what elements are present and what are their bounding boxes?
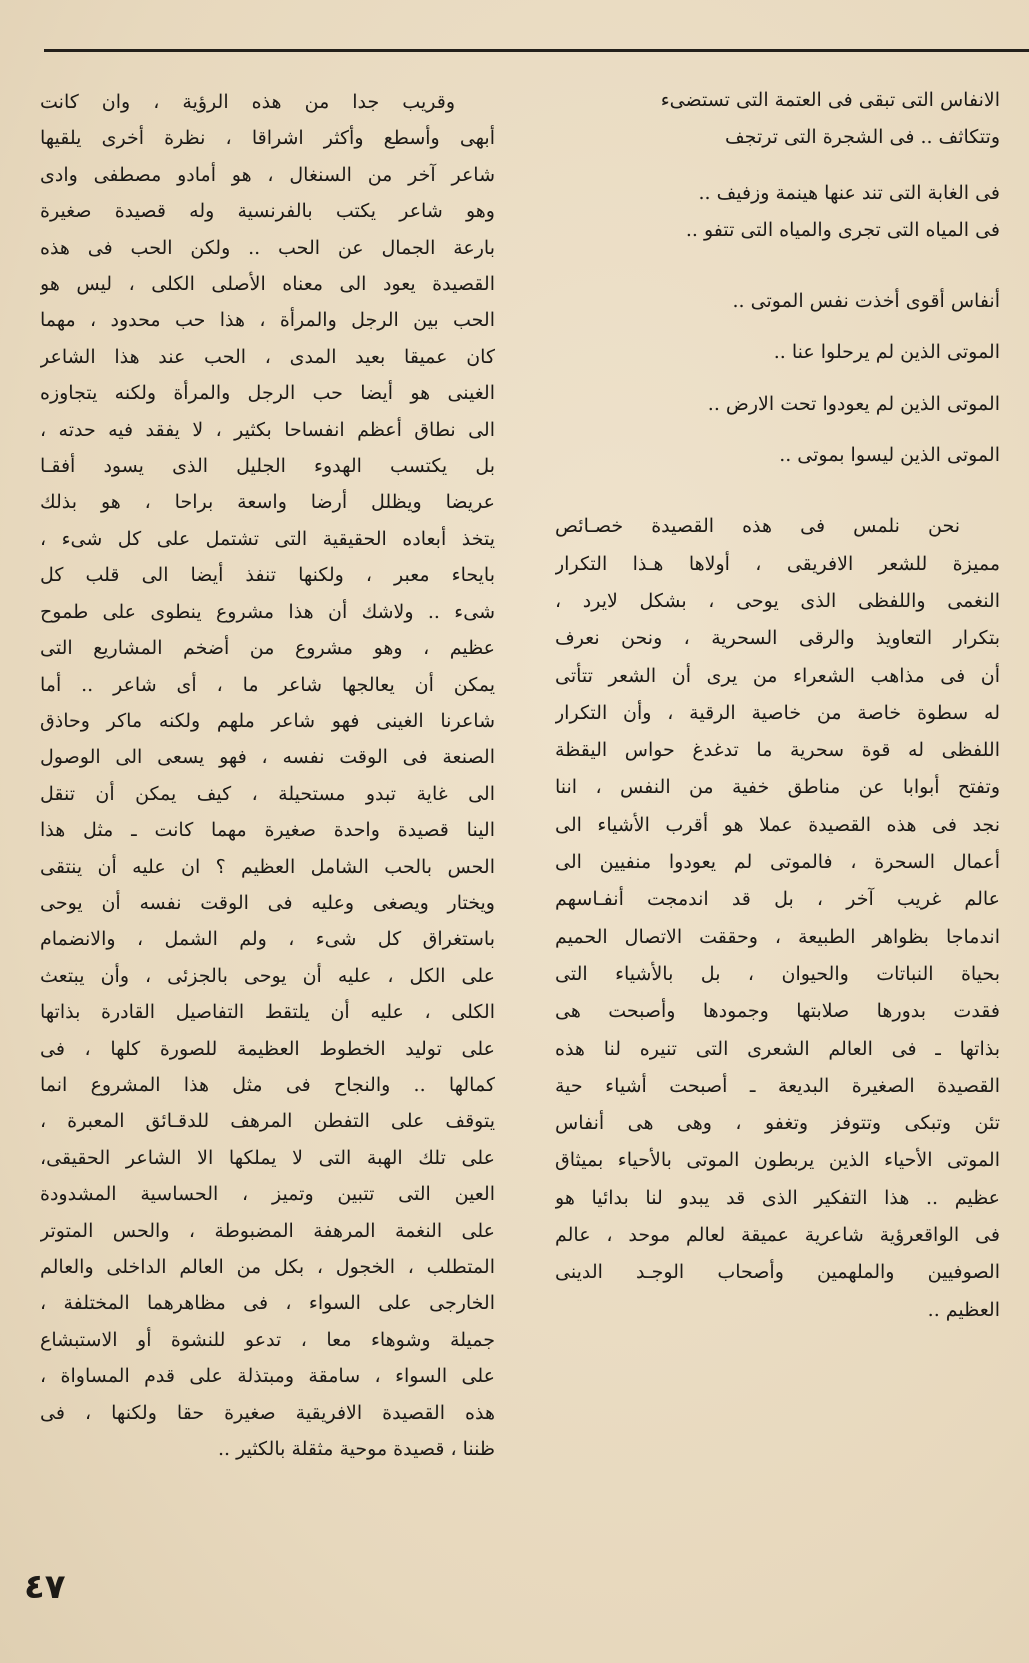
prose-line: بتكرار التعاويذ والرقى السحرية ، ونحن نعرف bbox=[555, 627, 1000, 650]
prose-line: شاعر آخر من السنغال ، هو أمادو مصطفى وادى bbox=[40, 163, 495, 186]
poem-line: وتتكاثف .. فى الشجرة التى ترتجف bbox=[725, 126, 1000, 149]
prose-line: بل يكتسب الهدوء الجليل الذى يسود أفقـا bbox=[40, 455, 495, 478]
prose-line: على تلك الهبة التى لا يملكها الا الشاعر الحقيقى، bbox=[40, 1146, 495, 1169]
prose-line: هذه القصيدة الافريقية صغيرة حقا ولكنها ، فى bbox=[40, 1401, 495, 1424]
prose-line: على توليد الخطوط العظيمة للصورة كلها ، فى bbox=[40, 1037, 495, 1060]
prose-line: عظيم .. هذا التفكير الذى قد يبدو لنا بدائيا هو bbox=[555, 1186, 1000, 1209]
prose-line: ويختار ويصغى وعليه فى الوقت نفسه أن يوحى bbox=[40, 891, 495, 914]
prose-line: الموتى الأحياء الذين يربطون الموتى بالأحياء بميثاق bbox=[555, 1149, 1000, 1172]
prose-line: عريضا ويظلل أرضا واسعة براحا ، هو بذلك bbox=[40, 491, 495, 514]
prose-line: الكلى ، عليه أن يلتقط التفاصيل القادرة بذاتها bbox=[40, 1001, 495, 1024]
prose-line: النغمى واللفظى الذى يوحى ، بشكل لايرد ، bbox=[555, 589, 1000, 612]
prose-line: القصيدة يعود الى معناه الأصلى الكلى ، ليس هو bbox=[40, 273, 495, 296]
prose-line: فى الواقعرؤية شاعرية عميقة لعالم موحد ، عالم bbox=[555, 1224, 1000, 1247]
prose-line: على النغمة المرهفة المضبوطة ، والحس المتوتر bbox=[40, 1219, 495, 1242]
prose-line: مميزة للشعر الافريقى ، أولاها هـذا التكرار bbox=[555, 552, 1000, 575]
prose-line: تئن وتبكى وتتوفز وتغفو ، وهى هى أنفاس bbox=[555, 1112, 1000, 1135]
prose-line: جميلة وشوهاء معا ، تدعو للنشوة أو الاستبشاع bbox=[40, 1328, 495, 1351]
prose-line: شىء .. ولاشك أن هذا مشروع ينطوى على طموح bbox=[40, 600, 495, 623]
prose-line: بذاتها ـ فى العالم الشعرى التى تنيره لنا هذه bbox=[555, 1037, 1000, 1060]
prose-line: المتطلب ، الخجول ، بكل من العالم الداخلى والعالم bbox=[40, 1256, 495, 1278]
poem-line: فى الغابة التى تند عنها هينمة وزفيف .. bbox=[698, 181, 1000, 204]
poem-line: الانفاس التى تبقى فى العتمة التى تستضىء bbox=[660, 89, 1000, 111]
prose-line: على الكل ، عليه أن يوحى بالجزئى ، وأن يبتعث bbox=[40, 964, 495, 987]
prose-line: العظيم .. bbox=[927, 1298, 1000, 1321]
prose-line: عظيم ، وهو مشروع من أضخم المشاريع التى bbox=[40, 637, 495, 660]
page-number: ٤٧ bbox=[24, 1567, 66, 1607]
prose-line: وهو شاعر يكتب بالفرنسية وله قصيدة صغيرة bbox=[40, 200, 495, 223]
poem-line: الموتى الذين ليسوا بموتى .. bbox=[779, 444, 1000, 467]
poem-line: فى المياه التى تجرى والمياه التى تتفو .. bbox=[685, 218, 1000, 241]
poem-line: أنفاس أقوى أخذت نفس الموتى .. bbox=[732, 290, 1000, 313]
prose-line: الغينى هو أيضا حب الرجل والمرأة ولكنه يتجاوزه bbox=[40, 382, 495, 405]
right-column bbox=[555, 82, 1000, 1329]
prose-line: اندماجا بظواهر الطبيعة ، وحققت الاتصال الحميم bbox=[555, 925, 1000, 948]
prose-line: الينا قصيدة واحدة صغيرة مهما كانت ـ مثل هذا bbox=[40, 819, 495, 842]
prose-line: نجد فى هذه القصيدة عملا هو أقرب الأشياء الى bbox=[555, 813, 1000, 836]
prose-line: الحب بين الرجل والمرأة ، هذا حب محدود ، مهما bbox=[40, 309, 495, 332]
prose-line: كان عميقا بعيد المدى ، الحب عند هذا الشاعر bbox=[40, 345, 495, 368]
prose-line: الخارجى على السواء ، فى مظاهرهما المختلفة ، bbox=[40, 1292, 495, 1315]
left-column bbox=[40, 84, 495, 1467]
prose-line: أبهى وأسطع وأكثر اشراقا ، نظرة أخرى يلقيها bbox=[40, 127, 495, 150]
prose-line: الى غاية تبدو مستحيلة ، كيف يمكن أن تنقل bbox=[40, 782, 495, 805]
prose-line: ظننا ، قصيدة موحية مثقلة بالكثير .. bbox=[217, 1438, 495, 1461]
prose-line: يمكن أن يعالجها شاعر ما ، أى شاعر .. أما bbox=[40, 673, 495, 696]
prose-line: نحن نلمس فى هذه القصيدة خصـائص bbox=[555, 515, 960, 538]
prose-line: بايحاء معبر ، ولكنها تنفذ أيضا الى قلب كل bbox=[40, 564, 495, 587]
prose-line: أن فى مذاهب الشعراء من يرى أن الشعر تتأتى bbox=[555, 664, 1000, 687]
prose-line: يتوقف على التفطن المرهف للدقـائق المعبرة ، bbox=[40, 1110, 495, 1133]
prose-line: يتخذ أبعاده الحقيقية التى تشتمل على كل شىء ، bbox=[40, 527, 495, 550]
prose-line: وقريب جدا من هذه الرؤية ، وان كانت bbox=[40, 91, 455, 113]
top-rule bbox=[44, 49, 1029, 52]
prose-line: أعمال السحرة ، فالموتى لم يعودوا منفيين الى bbox=[555, 851, 1000, 874]
prose-line: باستغراق كل شىء ، ولم الشمل ، والانضمام bbox=[40, 928, 495, 951]
prose-line: كمالها .. والنجاح فى مثل هذا المشروع انما bbox=[40, 1073, 495, 1096]
prose-line: فقدت بدورها صلابتها وجمودها وأصبحت هى bbox=[555, 1000, 1000, 1023]
prose-line: بارعة الجمال عن الحب .. ولكن الحب فى هذه bbox=[40, 236, 495, 259]
prose-line: شاعرنا الغينى فهو شاعر ملهم ولكنه ماكر وحاذق bbox=[40, 709, 495, 732]
prose-line: عالم غريب آخر ، بل قد اندمجت أنفـاسهم bbox=[555, 888, 1000, 911]
prose-line: بحياة النباتات والحيوان ، بل بالأشياء التى bbox=[555, 962, 1000, 985]
prose-line: الحس بالحب الشامل العظيم ؟ ان عليه أن ينتقى bbox=[40, 855, 495, 878]
poem-line: الموتى الذين لم يعودوا تحت الارض .. bbox=[707, 392, 1000, 415]
prose-line: القصيدة الصغيرة البديعة ـ أصبحت أشياء حية bbox=[555, 1074, 1000, 1097]
prose-line: اللفظى له قوة سحرية ما تدغدغ حواس اليقظة bbox=[555, 739, 1000, 762]
prose-line: وتفتح أبوابا عن مناطق خفية من النفس ، اننا bbox=[555, 776, 1000, 799]
prose-line: الصوفيين والملهمين وأصحاب الوجـد الدينى bbox=[555, 1261, 1000, 1284]
prose-line: له سطوة خاصة من خاصية الرقية ، وأن التكرار bbox=[555, 701, 1000, 724]
prose-line: العين التى تتبين وتميز ، الحساسية المشدودة bbox=[40, 1183, 495, 1206]
prose-line: الى نطاق أعظم انفساحا بكثير ، لا يفقد فيه حدته ، bbox=[40, 418, 495, 441]
prose-line: على السواء ، سامقة ومبتذلة على قدم المساواة ، bbox=[40, 1365, 495, 1388]
poem-line: الموتى الذين لم يرحلوا عنا .. bbox=[773, 341, 1000, 364]
prose-line: الصنعة فى الوقت نفسه ، فهو يسعى الى الوصول bbox=[40, 746, 495, 769]
